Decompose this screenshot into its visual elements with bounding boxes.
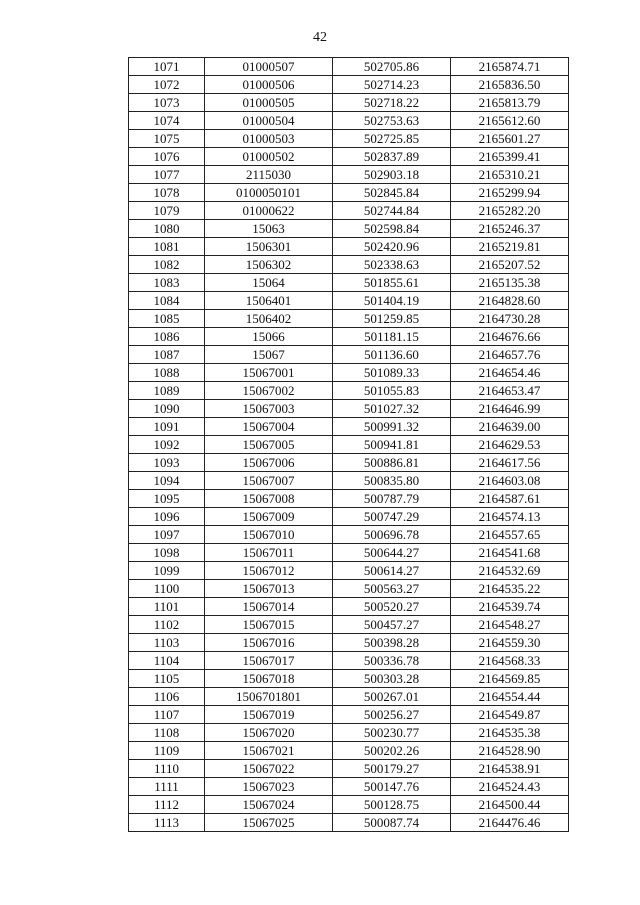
- table-row: [129, 94, 569, 112]
- row-number-cell: 1088: [129, 364, 205, 382]
- x-coordinate-cell: 500563.27: [333, 580, 451, 598]
- table-row: [129, 670, 569, 688]
- y-coordinate-cell: 2165207.52: [451, 256, 569, 274]
- point-id-cell: 15067005: [205, 436, 333, 454]
- x-coordinate-cell: 500991.32: [333, 418, 451, 436]
- point-id-cell: 15067017: [205, 652, 333, 670]
- point-id-cell: 15067007: [205, 472, 333, 490]
- table-row: [129, 310, 569, 328]
- row-number-cell: 1071: [129, 58, 205, 76]
- row-number-cell: 1094: [129, 472, 205, 490]
- point-id-cell: 15067023: [205, 778, 333, 796]
- x-coordinate-cell: 500230.77: [333, 724, 451, 742]
- table-row: [129, 274, 569, 292]
- y-coordinate-cell: 2164730.28: [451, 310, 569, 328]
- point-id-cell: 01000505: [205, 94, 333, 112]
- point-id-cell: 01000503: [205, 130, 333, 148]
- row-number-cell: 1074: [129, 112, 205, 130]
- y-coordinate-cell: 2164538.91: [451, 760, 569, 778]
- y-coordinate-cell: 2164559.30: [451, 634, 569, 652]
- x-coordinate-cell: 500520.27: [333, 598, 451, 616]
- row-number-cell: 1085: [129, 310, 205, 328]
- x-coordinate-cell: 500128.75: [333, 796, 451, 814]
- row-number-cell: 1081: [129, 238, 205, 256]
- y-coordinate-cell: 2164828.60: [451, 292, 569, 310]
- x-coordinate-cell: 500614.27: [333, 562, 451, 580]
- y-coordinate-cell: 2165310.21: [451, 166, 569, 184]
- table-row: [129, 616, 569, 634]
- y-coordinate-cell: 2165836.50: [451, 76, 569, 94]
- table-row: [129, 292, 569, 310]
- table-row: [129, 112, 569, 130]
- row-number-cell: 1083: [129, 274, 205, 292]
- point-id-cell: 15067018: [205, 670, 333, 688]
- row-number-cell: 1101: [129, 598, 205, 616]
- x-coordinate-cell: 502338.63: [333, 256, 451, 274]
- row-number-cell: 1072: [129, 76, 205, 94]
- row-number-cell: 1084: [129, 292, 205, 310]
- table-row: [129, 130, 569, 148]
- point-id-cell: 1506701801: [205, 688, 333, 706]
- x-coordinate-cell: 500644.27: [333, 544, 451, 562]
- y-coordinate-cell: 2164617.56: [451, 454, 569, 472]
- x-coordinate-cell: 502845.84: [333, 184, 451, 202]
- row-number-cell: 1095: [129, 490, 205, 508]
- point-id-cell: 01000507: [205, 58, 333, 76]
- y-coordinate-cell: 2165813.79: [451, 94, 569, 112]
- x-coordinate-cell: 502725.85: [333, 130, 451, 148]
- coordinates-table: [128, 57, 569, 832]
- row-number-cell: 1079: [129, 202, 205, 220]
- table-row: [129, 202, 569, 220]
- x-coordinate-cell: 502903.18: [333, 166, 451, 184]
- table-row: [129, 544, 569, 562]
- point-id-cell: 15067015: [205, 616, 333, 634]
- row-number-cell: 1080: [129, 220, 205, 238]
- y-coordinate-cell: 2164657.76: [451, 346, 569, 364]
- table-row: [129, 778, 569, 796]
- x-coordinate-cell: 502598.84: [333, 220, 451, 238]
- y-coordinate-cell: 2165874.71: [451, 58, 569, 76]
- point-id-cell: 15067: [205, 346, 333, 364]
- x-coordinate-cell: 501855.61: [333, 274, 451, 292]
- page-number: 42: [313, 30, 327, 45]
- point-id-cell: 15067022: [205, 760, 333, 778]
- point-id-cell: 15067013: [205, 580, 333, 598]
- point-id-cell: 2115030: [205, 166, 333, 184]
- table-row: [129, 814, 569, 832]
- table-row: [129, 454, 569, 472]
- y-coordinate-cell: 2164629.53: [451, 436, 569, 454]
- row-number-cell: 1108: [129, 724, 205, 742]
- row-number-cell: 1105: [129, 670, 205, 688]
- point-id-cell: 15067009: [205, 508, 333, 526]
- x-coordinate-cell: 502837.89: [333, 148, 451, 166]
- row-number-cell: 1100: [129, 580, 205, 598]
- x-coordinate-cell: 502753.63: [333, 112, 451, 130]
- x-coordinate-cell: 500336.78: [333, 652, 451, 670]
- y-coordinate-cell: 2165282.20: [451, 202, 569, 220]
- y-coordinate-cell: 2164549.87: [451, 706, 569, 724]
- point-id-cell: 1506402: [205, 310, 333, 328]
- x-coordinate-cell: 501136.60: [333, 346, 451, 364]
- point-id-cell: 15067001: [205, 364, 333, 382]
- x-coordinate-cell: 501089.33: [333, 364, 451, 382]
- table-row: [129, 688, 569, 706]
- row-number-cell: 1076: [129, 148, 205, 166]
- y-coordinate-cell: 2164548.27: [451, 616, 569, 634]
- y-coordinate-cell: 2164541.68: [451, 544, 569, 562]
- row-number-cell: 1097: [129, 526, 205, 544]
- table-row: [129, 166, 569, 184]
- x-coordinate-cell: 500835.80: [333, 472, 451, 490]
- point-id-cell: 01000506: [205, 76, 333, 94]
- point-id-cell: 15067002: [205, 382, 333, 400]
- x-coordinate-cell: 500147.76: [333, 778, 451, 796]
- row-number-cell: 1073: [129, 94, 205, 112]
- x-coordinate-cell: 500886.81: [333, 454, 451, 472]
- table-row: [129, 760, 569, 778]
- point-id-cell: 15067006: [205, 454, 333, 472]
- row-number-cell: 1103: [129, 634, 205, 652]
- row-number-cell: 1096: [129, 508, 205, 526]
- y-coordinate-cell: 2164587.61: [451, 490, 569, 508]
- x-coordinate-cell: 502705.86: [333, 58, 451, 76]
- point-id-cell: 01000504: [205, 112, 333, 130]
- table-row: [129, 634, 569, 652]
- point-id-cell: 01000622: [205, 202, 333, 220]
- y-coordinate-cell: 2164639.00: [451, 418, 569, 436]
- point-id-cell: 15067014: [205, 598, 333, 616]
- row-number-cell: 1102: [129, 616, 205, 634]
- row-number-cell: 1106: [129, 688, 205, 706]
- y-coordinate-cell: 2164603.08: [451, 472, 569, 490]
- y-coordinate-cell: 2165399.41: [451, 148, 569, 166]
- table-row: [129, 58, 569, 76]
- y-coordinate-cell: 2165612.60: [451, 112, 569, 130]
- row-number-cell: 1091: [129, 418, 205, 436]
- point-id-cell: 15067016: [205, 634, 333, 652]
- row-number-cell: 1092: [129, 436, 205, 454]
- row-number-cell: 1087: [129, 346, 205, 364]
- table-row: [129, 598, 569, 616]
- y-coordinate-cell: 2164539.74: [451, 598, 569, 616]
- point-id-cell: 15067008: [205, 490, 333, 508]
- point-id-cell: 15067011: [205, 544, 333, 562]
- table-row: [129, 472, 569, 490]
- table-row: [129, 742, 569, 760]
- point-id-cell: 15067010: [205, 526, 333, 544]
- row-number-cell: 1086: [129, 328, 205, 346]
- x-coordinate-cell: 502744.84: [333, 202, 451, 220]
- x-coordinate-cell: 502718.22: [333, 94, 451, 112]
- table-row: [129, 346, 569, 364]
- table-row: [129, 76, 569, 94]
- y-coordinate-cell: 2164568.33: [451, 652, 569, 670]
- point-id-cell: 15066: [205, 328, 333, 346]
- table-row: [129, 724, 569, 742]
- x-coordinate-cell: 501181.15: [333, 328, 451, 346]
- x-coordinate-cell: 500179.27: [333, 760, 451, 778]
- y-coordinate-cell: 2164532.69: [451, 562, 569, 580]
- point-id-cell: 15067020: [205, 724, 333, 742]
- y-coordinate-cell: 2164676.66: [451, 328, 569, 346]
- point-id-cell: 01000502: [205, 148, 333, 166]
- table-row: [129, 652, 569, 670]
- row-number-cell: 1098: [129, 544, 205, 562]
- table-row: [129, 562, 569, 580]
- y-coordinate-cell: 2165601.27: [451, 130, 569, 148]
- coordinates-table-body: [129, 58, 569, 832]
- x-coordinate-cell: 502420.96: [333, 238, 451, 256]
- y-coordinate-cell: 2164653.47: [451, 382, 569, 400]
- point-id-cell: 15067012: [205, 562, 333, 580]
- x-coordinate-cell: 500303.28: [333, 670, 451, 688]
- point-id-cell: 15063: [205, 220, 333, 238]
- x-coordinate-cell: 502714.23: [333, 76, 451, 94]
- x-coordinate-cell: 501055.83: [333, 382, 451, 400]
- y-coordinate-cell: 2165299.94: [451, 184, 569, 202]
- y-coordinate-cell: 2164500.44: [451, 796, 569, 814]
- table-row: [129, 400, 569, 418]
- table-row: [129, 328, 569, 346]
- y-coordinate-cell: 2164569.85: [451, 670, 569, 688]
- x-coordinate-cell: 501404.19: [333, 292, 451, 310]
- row-number-cell: 1113: [129, 814, 205, 832]
- row-number-cell: 1090: [129, 400, 205, 418]
- row-number-cell: 1093: [129, 454, 205, 472]
- y-coordinate-cell: 2164535.22: [451, 580, 569, 598]
- point-id-cell: 15064: [205, 274, 333, 292]
- x-coordinate-cell: 500267.01: [333, 688, 451, 706]
- row-number-cell: 1110: [129, 760, 205, 778]
- y-coordinate-cell: 2164557.65: [451, 526, 569, 544]
- table-row: [129, 796, 569, 814]
- point-id-cell: 15067004: [205, 418, 333, 436]
- point-id-cell: 15067019: [205, 706, 333, 724]
- row-number-cell: 1089: [129, 382, 205, 400]
- point-id-cell: 1506302: [205, 256, 333, 274]
- y-coordinate-cell: 2165219.81: [451, 238, 569, 256]
- row-number-cell: 1104: [129, 652, 205, 670]
- y-coordinate-cell: 2164476.46: [451, 814, 569, 832]
- table-row: [129, 382, 569, 400]
- y-coordinate-cell: 2164528.90: [451, 742, 569, 760]
- y-coordinate-cell: 2164554.44: [451, 688, 569, 706]
- y-coordinate-cell: 2164646.99: [451, 400, 569, 418]
- table-row: [129, 148, 569, 166]
- point-id-cell: 1506301: [205, 238, 333, 256]
- x-coordinate-cell: 500398.28: [333, 634, 451, 652]
- x-coordinate-cell: 501027.32: [333, 400, 451, 418]
- row-number-cell: 1075: [129, 130, 205, 148]
- table-row: [129, 364, 569, 382]
- point-id-cell: 1506401: [205, 292, 333, 310]
- row-number-cell: 1109: [129, 742, 205, 760]
- table-row: [129, 220, 569, 238]
- point-id-cell: 15067003: [205, 400, 333, 418]
- table-row: [129, 508, 569, 526]
- table-row: [129, 436, 569, 454]
- x-coordinate-cell: 500457.27: [333, 616, 451, 634]
- x-coordinate-cell: 500087.74: [333, 814, 451, 832]
- x-coordinate-cell: 500696.78: [333, 526, 451, 544]
- point-id-cell: 15067024: [205, 796, 333, 814]
- row-number-cell: 1107: [129, 706, 205, 724]
- y-coordinate-cell: 2164535.38: [451, 724, 569, 742]
- point-id-cell: 0100050101: [205, 184, 333, 202]
- y-coordinate-cell: 2165135.38: [451, 274, 569, 292]
- row-number-cell: 1099: [129, 562, 205, 580]
- row-number-cell: 1111: [129, 778, 205, 796]
- table-row: [129, 184, 569, 202]
- table-row: [129, 706, 569, 724]
- y-coordinate-cell: 2165246.37: [451, 220, 569, 238]
- row-number-cell: 1112: [129, 796, 205, 814]
- row-number-cell: 1082: [129, 256, 205, 274]
- point-id-cell: 15067025: [205, 814, 333, 832]
- table-row: [129, 256, 569, 274]
- x-coordinate-cell: 500747.29: [333, 508, 451, 526]
- x-coordinate-cell: 500941.81: [333, 436, 451, 454]
- table-row: [129, 418, 569, 436]
- point-id-cell: 15067021: [205, 742, 333, 760]
- y-coordinate-cell: 2164574.13: [451, 508, 569, 526]
- row-number-cell: 1078: [129, 184, 205, 202]
- row-number-cell: 1077: [129, 166, 205, 184]
- x-coordinate-cell: 500256.27: [333, 706, 451, 724]
- x-coordinate-cell: 501259.85: [333, 310, 451, 328]
- y-coordinate-cell: 2164524.43: [451, 778, 569, 796]
- table-row: [129, 526, 569, 544]
- table-row: [129, 238, 569, 256]
- x-coordinate-cell: 500787.79: [333, 490, 451, 508]
- table-row: [129, 490, 569, 508]
- table-row: [129, 580, 569, 598]
- x-coordinate-cell: 500202.26: [333, 742, 451, 760]
- y-coordinate-cell: 2164654.46: [451, 364, 569, 382]
